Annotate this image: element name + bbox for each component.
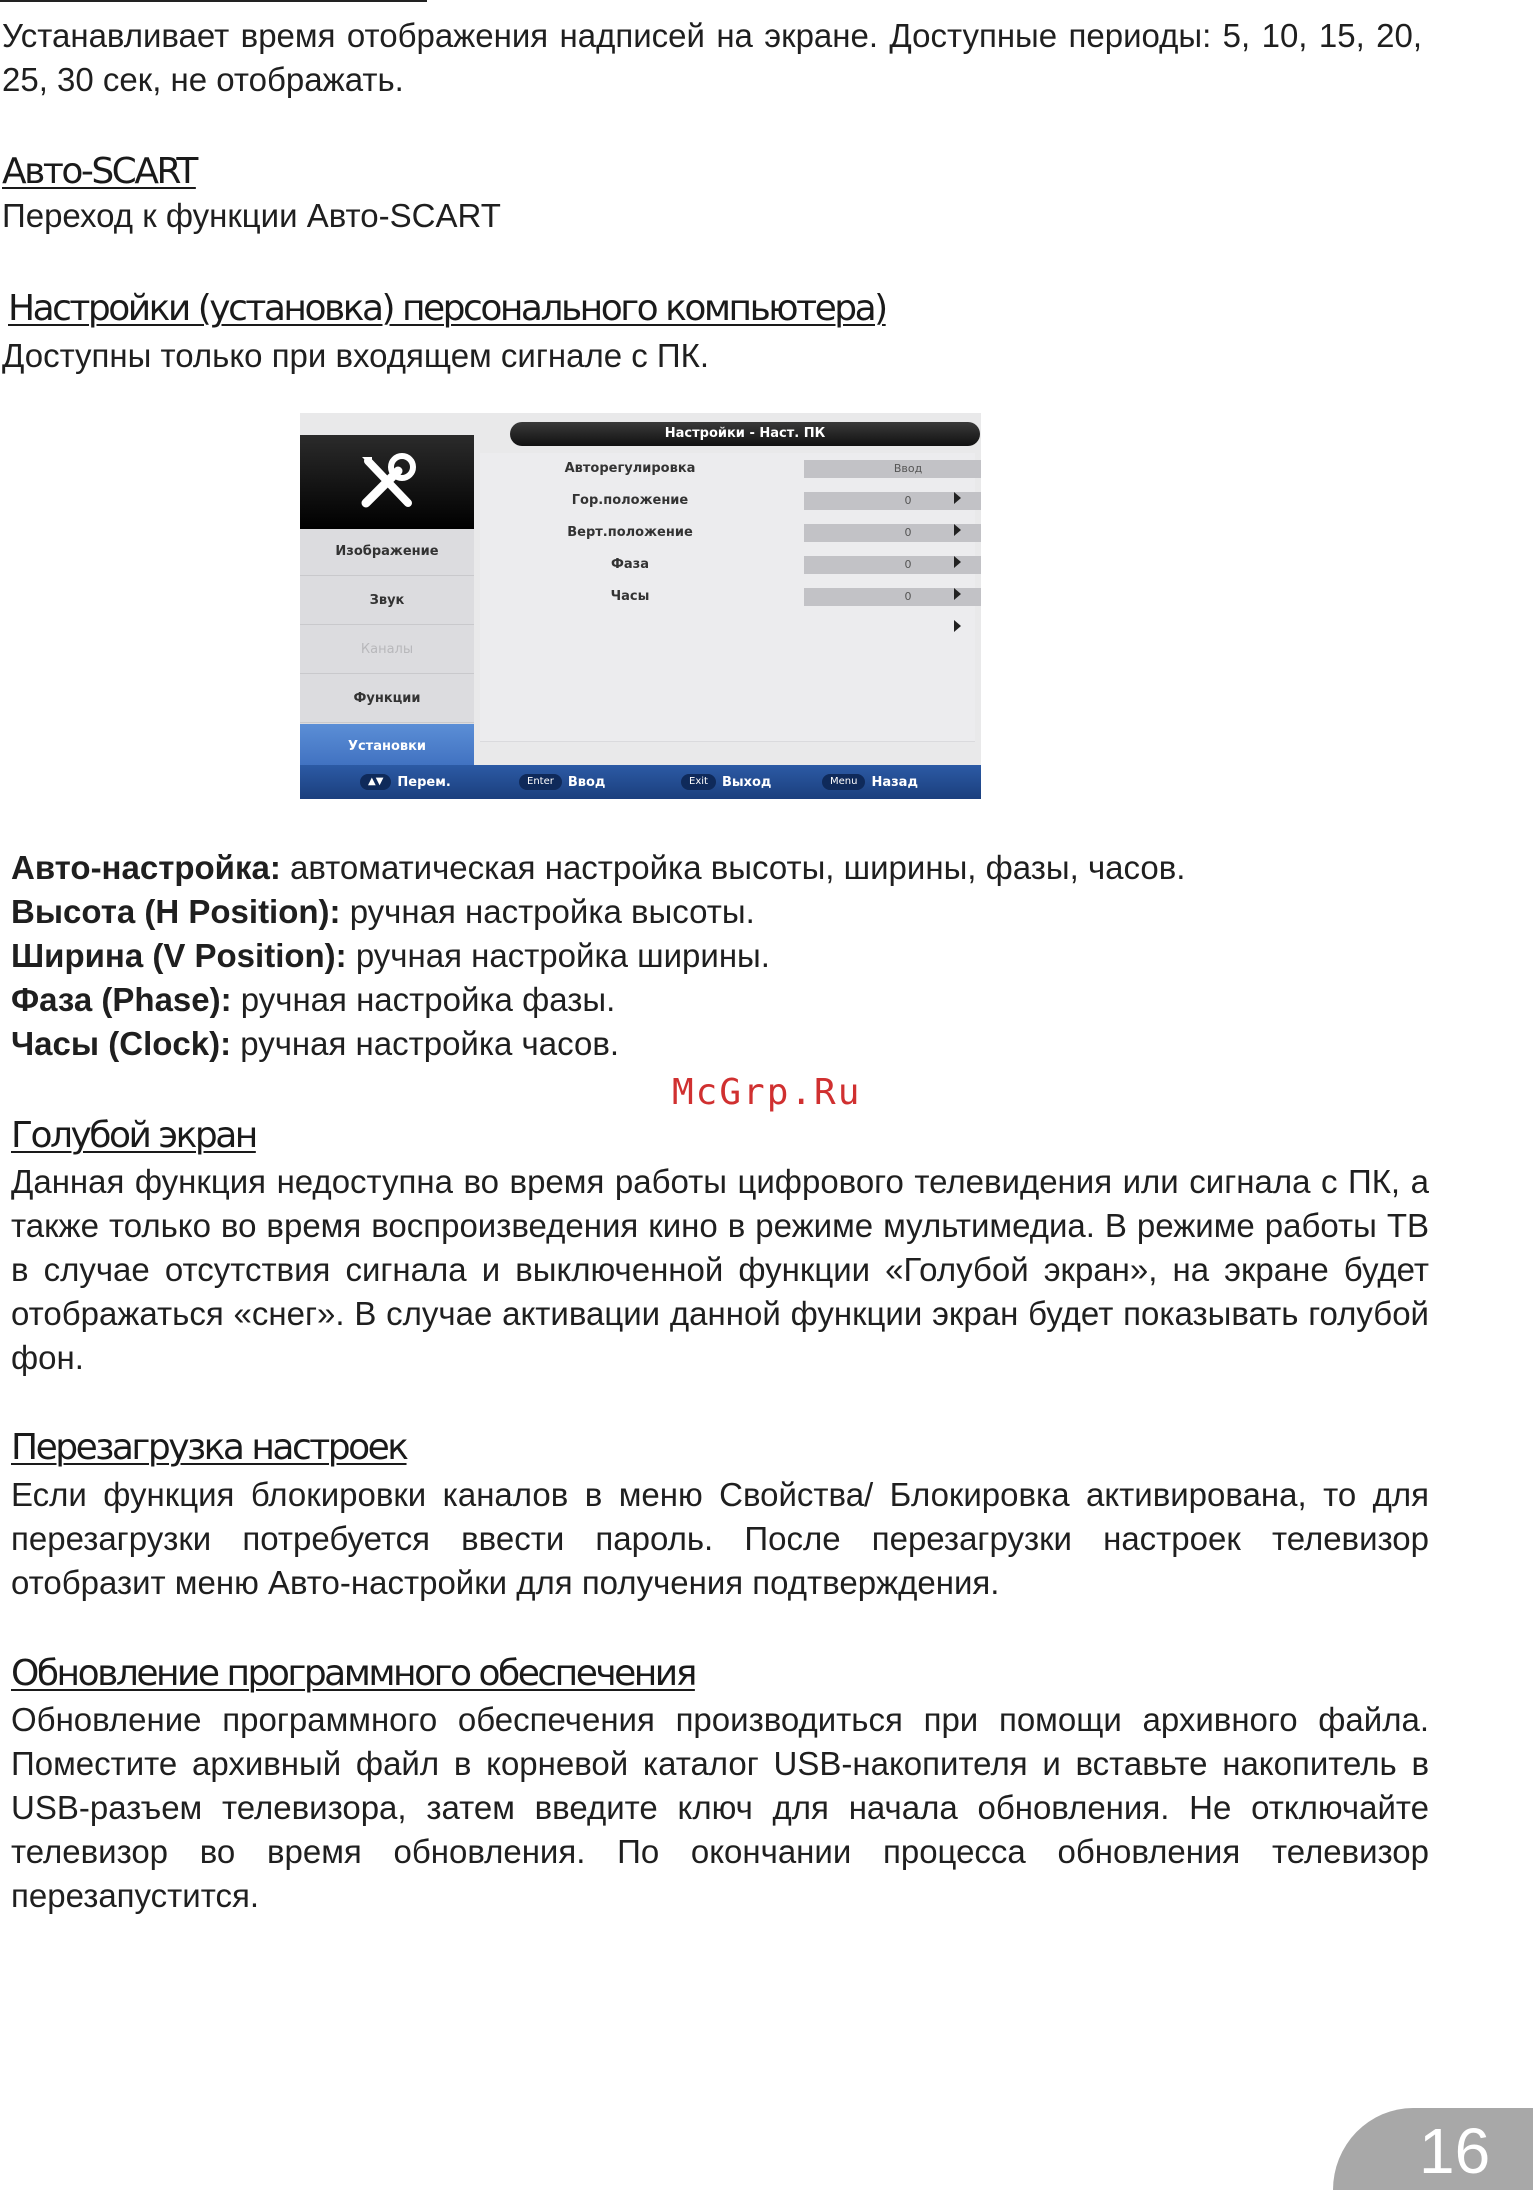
- reset-body: Если функция блокировки каналов в меню Свойства/ Блокировка активирована, то для перезагрузки потребуется ввести пароль. После перезагрузки настроек телевизор отобразит меню Авто-настройки для получения подтверждения.: [11, 1476, 1429, 1601]
- definition-v-position: [11, 934, 770, 978]
- heading-software-update: Обновление программного обеспечения: [11, 1653, 695, 1694]
- top-rule: [0, 0, 427, 2]
- tv-row-value: Ввод: [804, 460, 981, 478]
- tv-row-h-position[interactable]: [480, 485, 975, 518]
- tv-menu-item-channels: Каналы: [300, 627, 474, 674]
- definition-term: Ширина (V Position):: [11, 937, 347, 974]
- tv-row-empty: [480, 645, 975, 678]
- tv-row-label: Часы: [610, 589, 650, 604]
- definition-desc: ручная настройка часов.: [231, 1025, 620, 1062]
- tools-icon: [358, 453, 418, 511]
- tv-icon-box: [300, 435, 474, 529]
- tv-row-empty: [480, 709, 975, 742]
- tv-row-label: Фаза: [611, 557, 649, 572]
- hint-move: [360, 773, 451, 791]
- tv-row-autoadjust[interactable]: [480, 453, 975, 486]
- definition-term: Авто-настройка:: [11, 849, 281, 886]
- avto-scart-body: Переход к функции Авто-SCART: [2, 197, 501, 234]
- tv-menu-item-sound[interactable]: Звук: [300, 578, 474, 625]
- tv-row-label: Верт.положение: [567, 525, 693, 540]
- hint-enter: [519, 773, 605, 791]
- page-number-tab: [1333, 2108, 1533, 2190]
- tv-row-empty: [480, 613, 975, 646]
- tv-menu-item-image[interactable]: Изображение: [300, 529, 474, 576]
- blue-screen-body: Данная функция недоступна во время работы цифрового телевидения или сигнала с ПК, а также только во время воспроизведения кино в режиме мультимедиа. В режиме работы ТВ в случае отсутствия сигнала и выключенной функции «Голубой экран», на экране будет отображаться «снег». В случае активации данной функции экран будет показывать голубой фон.: [11, 1163, 1429, 1376]
- tv-row-clock[interactable]: [480, 581, 975, 614]
- hint-label: Назад: [871, 774, 918, 790]
- tv-menu-item-functions[interactable]: Функции: [300, 676, 474, 723]
- tv-row-label: Гор.положение: [571, 493, 689, 508]
- exit-key-icon: Exit: [681, 774, 716, 790]
- tv-row-value: 0: [804, 588, 981, 606]
- heading-blue-screen: Голубой экран: [11, 1115, 256, 1156]
- heading-pc-settings: Настройки (установка) персонального компьютера): [8, 288, 886, 329]
- menu-key-icon: Menu: [822, 774, 865, 790]
- tv-title: Настройки - Наст. ПК: [664, 426, 826, 441]
- definition-desc: ручная настройка высоты.: [340, 893, 755, 930]
- tv-footer-bar: [300, 765, 981, 799]
- pc-settings-body: Доступны только при входящем сигнале с ПК.: [2, 337, 710, 374]
- tv-row-phase[interactable]: [480, 549, 975, 582]
- definition-auto-adjust: [11, 846, 1185, 890]
- heading-avto-scart: Авто-SCART: [2, 151, 196, 192]
- definition-desc: автоматическая настройка высоты, ширины, фазы, часов.: [280, 849, 1186, 886]
- tv-row-value: 0: [804, 556, 981, 574]
- tv-row-value: 0: [804, 492, 981, 510]
- tv-row-value: 0: [804, 524, 981, 542]
- definition-clock: [11, 1022, 619, 1066]
- tv-row-empty: [480, 677, 975, 710]
- page-number: 16: [1419, 2115, 1491, 2187]
- software-update-body: Обновление программного обеспечения производиться при помощи архивного файла. Поместите архивный файл в корневой каталог USB-накопителя и вставьте накопитель в USB-разъем телевизора, затем введите ключ для начала обновления. Не отключайте телевизор во время обновления. По окончании процесса обновления телевизор перезапустится.: [11, 1701, 1429, 1914]
- tv-title-bar: [510, 422, 980, 446]
- hint-label: Выход: [721, 774, 772, 790]
- definition-desc: ручная настройка фазы.: [231, 981, 616, 1018]
- hint-menu: [822, 773, 918, 791]
- watermark: McGrp.Ru: [672, 1072, 862, 1113]
- enter-key-icon: Enter: [519, 774, 562, 790]
- hint-exit: [681, 773, 771, 791]
- definition-phase: [11, 978, 615, 1022]
- hint-label: Перем.: [397, 774, 451, 790]
- tv-menu-item-setup[interactable]: Установки: [300, 724, 474, 771]
- definition-h-position: [11, 890, 755, 934]
- intro-paragraph: Устанавливает время отображения надписей на экране. Доступные периоды: 5, 10, 15, 20, 25, 30 сек, не отображать.: [2, 17, 1422, 98]
- definition-term: Часы (Clock):: [11, 1025, 232, 1062]
- definition-desc: ручная настройка ширины.: [346, 937, 770, 974]
- tv-row-label: Авторегулировка: [564, 461, 696, 476]
- definition-term: Высота (H Position):: [11, 893, 341, 930]
- hint-label: Ввод: [567, 774, 606, 790]
- tv-menu-screenshot: [300, 413, 981, 799]
- heading-reset: Перезагрузка настроек: [11, 1427, 407, 1468]
- tv-row-v-position[interactable]: [480, 517, 975, 550]
- definition-term: Фаза (Phase):: [11, 981, 232, 1018]
- updown-key-icon: ▲▼: [360, 774, 391, 790]
